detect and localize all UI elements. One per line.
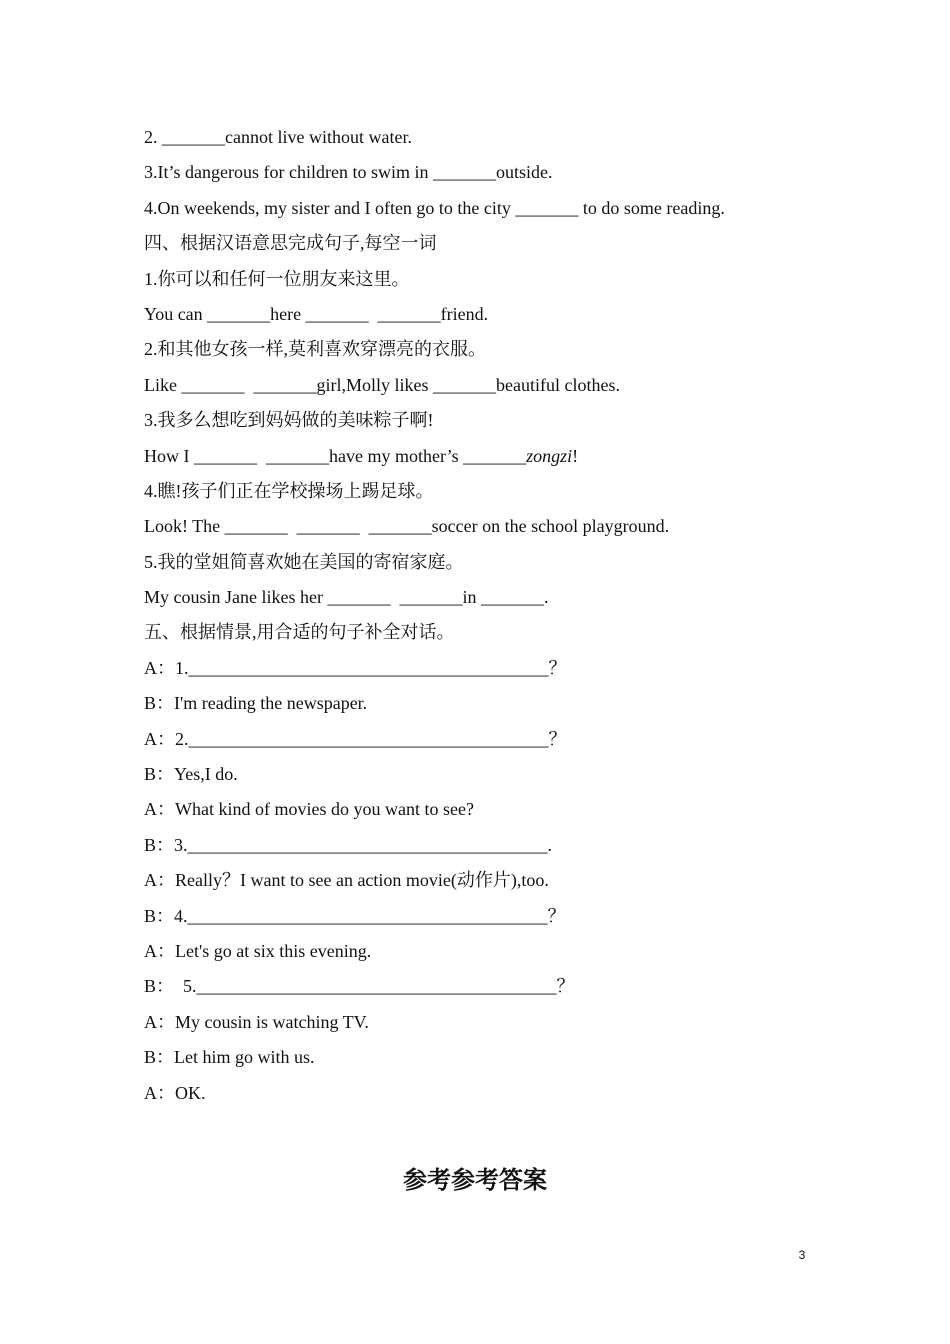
q3-italic-word: zongzi <box>526 445 573 466</box>
dialogue-line: A：My cousin is watching TV. <box>144 1011 369 1032</box>
section4-question-5-english: My cousin Jane likes her _______ _______in _______. <box>144 587 549 608</box>
section3-question-3: 3.It’s dangerous for children to swim in _______outside. <box>144 162 553 183</box>
q3-text-before: How I _______ _______have my mother’s _______ <box>144 445 527 466</box>
exercise-content <box>144 120 824 1111</box>
section4-question-3-english <box>144 439 824 474</box>
section4-heading: 四、根据汉语意思完成句子,每空一词 <box>144 233 437 254</box>
dialogue-line: B：Let him go with us. <box>144 1047 315 1068</box>
section4-question-4-english: Look! The _______ _______ _______soccer on the school playground. <box>144 516 670 537</box>
dialogue-line: A：What kind of movies do you want to see? <box>144 799 474 820</box>
section4-question-1-english: You can _______here _______ _______friend. <box>144 303 489 324</box>
section3-question-2: 2. _______cannot live without water. <box>144 127 412 147</box>
dialogue-line: B：Yes,I do. <box>144 764 238 785</box>
section4-question-3-chinese: 3.我多么想吃到妈妈做的美味粽子啊! <box>144 410 434 431</box>
section5-heading: 五、根据情景,用合适的句子补全对话。 <box>144 622 455 643</box>
section4-question-5-chinese: 5.我的堂姐简喜欢她在美国的寄宿家庭。 <box>144 551 464 572</box>
section4-question-2-english: Like _______ _______girl,Molly likes _______beautiful clothes. <box>144 374 620 395</box>
dialogue-line: B：3.________________________________________. <box>144 834 553 855</box>
q3-text-after: ! <box>572 445 579 466</box>
dialogue-line: B：4.________________________________________？ <box>144 905 566 926</box>
section3-question-4: 4.On weekends, my sister and I often go to the city _______ to do some reading. <box>144 197 725 218</box>
dialogue-line: B： 5.________________________________________？ <box>144 976 575 997</box>
section4-question-4-chinese: 4.瞧!孩子们正在学校操场上踢足球。 <box>144 480 434 501</box>
dialogue-line: A：2.________________________________________？ <box>144 728 567 749</box>
dialogue-line: A：1.________________________________________？ <box>144 657 567 678</box>
dialogue-line: A：OK. <box>144 1082 206 1103</box>
section4-question-2-chinese: 2.和其他女孩一样,莫利喜欢穿漂亮的衣服。 <box>144 339 486 360</box>
page-number: 3 <box>798 1248 806 1262</box>
dialogue-line: A：Really？I want to see an action movie(动作片),too. <box>144 870 549 891</box>
dialogue-line: B：I'm reading the newspaper. <box>144 693 368 714</box>
dialogue-line: A：Let's go at six this evening. <box>144 940 372 961</box>
section4-question-1-chinese: 1.你可以和任何一位朋友来这里。 <box>144 268 410 289</box>
answer-section-title: 参考参考答案 <box>403 1165 547 1194</box>
